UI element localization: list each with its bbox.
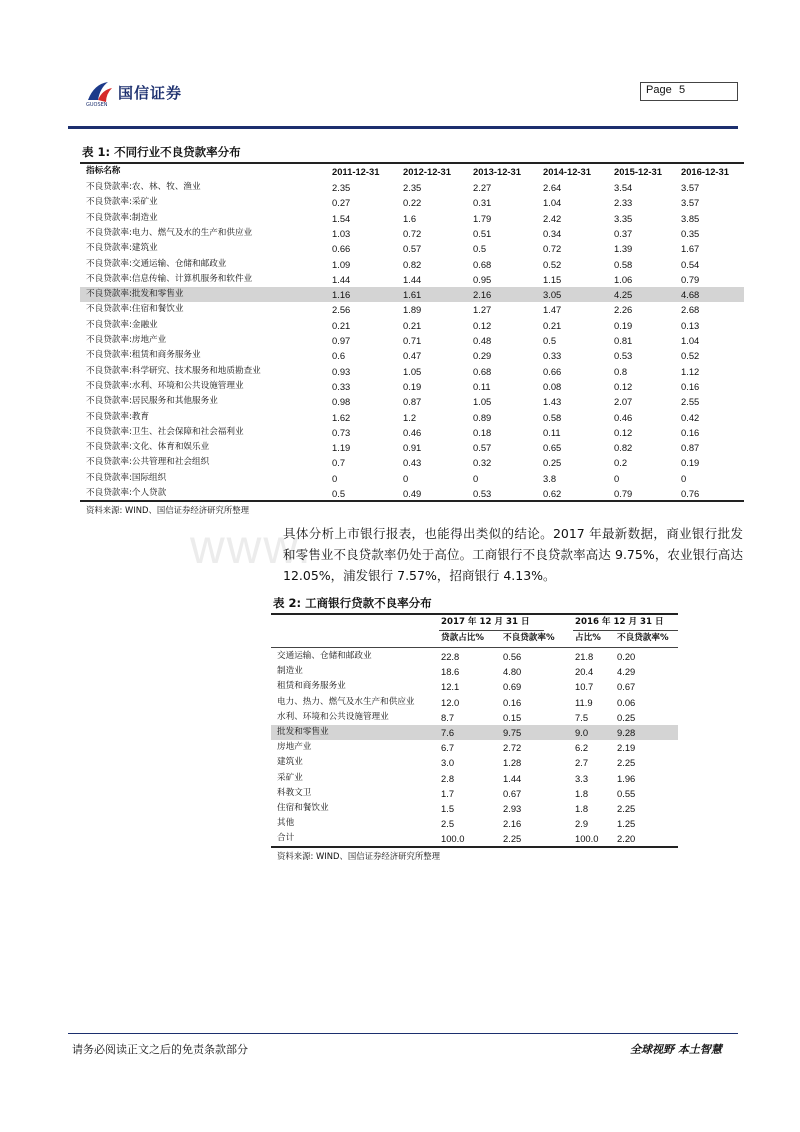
table1-row	[80, 410, 744, 425]
table2-column-header: 占比%	[575, 633, 601, 643]
table2-row-label: 其他	[277, 818, 295, 829]
table2-column-header: 不良贷款率%	[617, 633, 669, 643]
table1-cell: 0.7	[332, 457, 346, 469]
table1-cell: 0.76	[681, 488, 700, 499]
disclaimer-note: 请务必阅读正文之后的免责条款部分	[72, 1043, 248, 1056]
table1-cell: 1.89	[403, 304, 422, 316]
table2-cell: 1.5	[441, 803, 455, 814]
table1-row	[80, 486, 744, 501]
table2-header-rule	[271, 647, 678, 648]
table2-cell: 2.20	[617, 833, 636, 845]
table1-cell: 2.56	[332, 304, 351, 316]
table1-cell: 1.79	[473, 212, 492, 224]
table1-column-header: 2011-12-31	[332, 166, 380, 177]
table2-row	[271, 801, 678, 816]
table1-row	[80, 471, 744, 486]
table2-cell: 9.28	[617, 727, 636, 738]
table2-cell: 1.8	[575, 787, 589, 799]
table1-row-label: 不良贷款率:公共管理和社会组织	[86, 457, 210, 468]
table1-row	[80, 348, 744, 363]
table1-cell: 0.19	[681, 457, 700, 469]
table1-cell: 2.33	[614, 197, 633, 209]
table2-cell: 2.16	[503, 818, 522, 830]
table2-column-header: 贷款占比%	[441, 633, 484, 643]
header-divider	[68, 126, 738, 129]
table1-row-label: 不良贷款率:科学研究、技术服务和地质勘查业	[86, 365, 261, 376]
table1-row-label: 不良贷款率:个人贷款	[86, 488, 167, 498]
table1-cell: 0.82	[614, 442, 633, 454]
table1-cell: 1.43	[543, 396, 562, 408]
table1-cell: 0	[614, 472, 620, 484]
table2-cell: 10.7	[575, 681, 594, 693]
table1-cell: 0.57	[403, 243, 422, 255]
table1-cell: 0.43	[403, 457, 422, 469]
table1-cell: 0.72	[403, 227, 422, 239]
table2-row-label: 科教文卫	[277, 787, 312, 798]
table2-row	[271, 816, 678, 831]
table1-row	[80, 195, 744, 210]
table2-cell: 3.3	[575, 772, 589, 784]
table1-cell: 0.49	[403, 488, 422, 499]
table2-cell: 2.93	[503, 803, 522, 814]
table1-cell: 1.44	[403, 273, 422, 285]
table2-row-label: 交通运输、仓储和邮政业	[277, 651, 372, 661]
table2-group-2017: 2017 年 12 月 31 日	[441, 617, 530, 627]
table1-cell: 2.16	[473, 289, 492, 301]
table1-cell: 0.98	[332, 396, 351, 408]
table1-cell: 0.73	[332, 426, 351, 438]
table1-cell: 0.79	[681, 273, 700, 285]
table2-row	[271, 725, 678, 740]
table1-cell: 0.42	[681, 411, 700, 423]
table1-cell: 0.27	[332, 197, 351, 209]
table2-body	[271, 649, 678, 849]
table1-cell: 0.13	[681, 319, 700, 331]
company-slogan: 全球视野 本土智慧	[630, 1043, 722, 1056]
table2-cell: 0.25	[617, 711, 636, 723]
table1-cell: 0.21	[403, 319, 422, 331]
table1-cell: 1.04	[543, 197, 562, 209]
table2-group-2016: 2016 年 12 月 31 日	[575, 617, 664, 627]
table1-column-header: 指标名称	[86, 166, 121, 176]
table1-cell: 0.18	[473, 426, 492, 438]
watermark: www.	[190, 521, 313, 574]
table1-row	[80, 379, 744, 394]
table1-bottom-rule	[80, 500, 744, 502]
table1-cell: 0	[332, 472, 338, 484]
table2-row	[271, 786, 678, 801]
table1-row	[80, 180, 744, 195]
table2-cell: 7.5	[575, 711, 589, 723]
table2-cell: 9.75	[503, 727, 522, 738]
table2-subheader-row	[271, 631, 678, 646]
table1-cell: 0.46	[403, 426, 422, 438]
table2-row-label: 房地产业	[277, 742, 312, 753]
table2-row-label: 采矿业	[277, 772, 303, 783]
table1-column-header: 2014-12-31	[543, 166, 591, 177]
table1-cell: 0.8	[614, 365, 628, 377]
table2-cell: 1.7	[441, 787, 455, 799]
table1-cell: 0.53	[614, 350, 633, 362]
table1-cell: 0.6	[332, 350, 346, 362]
table1-cell: 0.12	[473, 319, 492, 331]
table1-row	[80, 257, 744, 272]
table1-source: 资料来源: WIND、国信证券经济研究所整理	[86, 505, 249, 515]
table1-row-label: 不良贷款率:金融业	[86, 319, 158, 330]
table1-row-label: 不良贷款率:教育	[86, 411, 150, 422]
table1-row-label: 不良贷款率:房地产业	[86, 335, 167, 345]
table2-row	[271, 695, 678, 710]
table1-cell: 0.19	[403, 380, 422, 392]
table2-cell: 0.16	[503, 696, 522, 708]
table1-row-label: 不良贷款率:信息传输、计算机服务和软件业	[86, 273, 253, 284]
table1-cell: 0.51	[473, 227, 492, 239]
table1-cell: 1.16	[332, 289, 351, 301]
table2-cell: 1.28	[503, 757, 522, 769]
table1-cell: 0.37	[614, 227, 633, 239]
table2-row	[271, 710, 678, 725]
analysis-paragraph: 具体分析上市银行报表，也能得出类似的结论。2017 年最新数据，商业银行批发和零售业不良贷款率仍处于高位。工商银行不良贷款率高达 9.75%，农业银行高达 12.05%，浦发银行 7.57%，招商银行 4.13%。	[283, 526, 743, 583]
table2-cell: 20.4	[575, 666, 594, 678]
table1-cell: 0.33	[332, 380, 351, 392]
table1-cell: 0.93	[332, 365, 351, 377]
table1-row-label: 不良贷款率:租赁和商务服务业	[86, 350, 201, 361]
table1-header-row	[80, 164, 744, 179]
table2-cell: 12.0	[441, 696, 460, 708]
table1-row	[80, 302, 744, 317]
table1-cell: 0.21	[332, 319, 351, 331]
table1-cell: 1.54	[332, 212, 351, 224]
table1-cell: 4.25	[614, 289, 633, 301]
table2-cell: 6.2	[575, 742, 589, 754]
logo-text: 国信证券	[118, 84, 183, 102]
table1-cell: 0.81	[614, 335, 633, 346]
table1-cell: 0	[681, 472, 687, 484]
table1-cell: 0.16	[681, 426, 700, 438]
table1-cell: 0.12	[614, 426, 633, 438]
table1-cell: 0.22	[403, 197, 422, 209]
table1-cell: 0.5	[543, 335, 557, 346]
table1-row	[80, 425, 744, 440]
table2-row	[271, 649, 678, 664]
table1-row	[80, 455, 744, 470]
table1-cell: 0.25	[543, 457, 562, 469]
table1-cell: 0.52	[543, 258, 562, 270]
table2-cell: 7.6	[441, 727, 455, 738]
table1-row-label: 不良贷款率:批发和零售业	[86, 289, 184, 300]
table1-cell: 0.29	[473, 350, 492, 362]
table1-cell: 0.68	[473, 258, 492, 270]
table1-cell: 1.47	[543, 304, 562, 316]
table2-cell: 2.9	[575, 818, 589, 830]
table2-title: 表 2: 工商银行贷款不良率分布	[273, 596, 432, 610]
table2-row-label: 水利、环境和公共设施管理业	[277, 711, 389, 722]
footer-divider	[68, 1033, 738, 1034]
logo-english: GUOSEN	[86, 102, 108, 108]
icbc-npl-table	[271, 592, 678, 867]
table2-cell: 0.15	[503, 711, 522, 723]
table1-row-label: 不良贷款率:水利、环境和公共设施管理业	[86, 380, 244, 391]
table1-row	[80, 272, 744, 287]
table2-cell: 4.29	[617, 666, 636, 678]
table1-cell: 0.16	[681, 380, 700, 392]
table1-cell: 1.12	[681, 365, 700, 377]
table2-row-label: 建筑业	[277, 757, 303, 768]
table2-bottom-rule	[271, 846, 678, 848]
table1-row	[80, 440, 744, 455]
table1-cell: 0.53	[473, 488, 492, 499]
industry-npl-table	[80, 141, 744, 521]
table1-cell: 2.68	[681, 304, 700, 316]
table1-cell: 0.66	[332, 243, 351, 255]
table1-cell: 3.05	[543, 289, 562, 301]
table1-cell: 0.71	[403, 335, 422, 346]
page-label: Page	[646, 84, 672, 96]
table2-cell: 1.8	[575, 803, 589, 814]
table2-cell: 0.55	[617, 787, 636, 799]
table1-cell: 1.03	[332, 227, 351, 239]
table2-cell: 0.67	[503, 787, 522, 799]
table2-row-label: 租赁和商务服务业	[277, 681, 346, 692]
table1-cell: 1.05	[403, 365, 422, 377]
table2-row-label: 制造业	[277, 666, 303, 677]
table1-row-label: 不良贷款率:文化、体育和娱乐业	[86, 442, 210, 453]
table2-cell: 0.67	[617, 681, 636, 693]
table2-row	[271, 771, 678, 786]
table1-cell: 0.5	[332, 488, 346, 499]
table1-row-label: 不良贷款率:制造业	[86, 212, 158, 223]
table1-cell: 0.46	[614, 411, 633, 423]
table2-column-header: 不良贷款率%	[503, 633, 555, 643]
table1-cell: 0.54	[681, 258, 700, 270]
table1-row-label: 不良贷款率:交通运输、仓储和邮政业	[86, 258, 227, 269]
table2-cell: 0.69	[503, 681, 522, 693]
table1-cell: 0.87	[681, 442, 700, 454]
table1-cell: 3.57	[681, 182, 700, 193]
table2-cell: 2.25	[503, 833, 522, 845]
table1-cell: 0.66	[543, 365, 562, 377]
table2-cell: 3.0	[441, 757, 455, 769]
table2-cell: 0.56	[503, 651, 522, 662]
table1-body	[80, 180, 744, 502]
table2-cell: 2.5	[441, 818, 455, 830]
table1-cell: 3.57	[681, 197, 700, 209]
table1-cell: 1.06	[614, 273, 633, 285]
table2-cell: 6.7	[441, 742, 455, 754]
table1-cell: 1.67	[681, 243, 700, 255]
table1-column-header: 2013-12-31	[473, 166, 521, 177]
table1-cell: 0	[403, 472, 409, 484]
table2-group-header-row	[271, 615, 678, 630]
table2-row	[271, 664, 678, 679]
table2-cell: 11.9	[575, 696, 593, 708]
table2-cell: 22.8	[441, 651, 460, 662]
table1-cell: 0.95	[473, 273, 492, 285]
table1-cell: 3.54	[614, 182, 633, 193]
table1-cell: 2.55	[681, 396, 700, 408]
table2-cell: 2.25	[617, 757, 636, 769]
table1-title: 表 1: 不同行业不良贷款率分布	[82, 145, 241, 159]
table1-cell: 0.19	[614, 319, 633, 331]
table1-cell: 2.35	[403, 182, 422, 193]
table1-cell: 1.39	[614, 243, 633, 255]
table1-cell: 0	[473, 472, 479, 484]
table2-row-label: 住宿和餐饮业	[277, 803, 329, 813]
table1-cell: 1.62	[332, 411, 351, 423]
table1-row	[80, 211, 744, 226]
page-number: 5	[679, 84, 686, 96]
table2-row	[271, 831, 678, 846]
table1-cell: 0.33	[543, 350, 562, 362]
table2-source: 资料来源: WIND、国信证券经济研究所整理	[277, 851, 440, 861]
table1-cell: 1.2	[403, 411, 417, 423]
table1-row	[80, 287, 744, 302]
table1-row-label: 不良贷款率:住宿和餐饮业	[86, 304, 184, 315]
company-logo	[84, 78, 204, 108]
table1-cell: 1.04	[681, 335, 700, 346]
table1-cell: 0.11	[543, 426, 561, 438]
table1-cell: 0.52	[681, 350, 700, 362]
table1-cell: 1.44	[332, 273, 351, 285]
table1-row	[80, 226, 744, 241]
table2-cell: 21.8	[575, 651, 594, 662]
table1-cell: 0.72	[543, 243, 562, 255]
table2-cell: 8.7	[441, 711, 455, 723]
table1-cell: 0.48	[473, 335, 492, 346]
table1-row-label: 不良贷款率:农、林、牧、渔业	[86, 182, 201, 192]
table1-cell: 0.11	[473, 380, 491, 392]
table1-cell: 2.42	[543, 212, 562, 224]
table2-cell: 2.72	[503, 742, 522, 754]
table1-cell: 1.61	[403, 289, 422, 301]
table1-cell: 1.15	[543, 273, 562, 285]
table1-cell: 0.91	[403, 442, 422, 454]
table2-cell: 2.25	[617, 803, 636, 814]
table2-cell: 0.20	[617, 651, 636, 662]
table2-cell: 4.80	[503, 666, 522, 678]
table1-row-label: 不良贷款率:卫生、社会保障和社会福利业	[86, 426, 244, 437]
table1-cell: 3.85	[681, 212, 700, 224]
table1-column-header: 2012-12-31	[403, 166, 451, 177]
table1-row-label: 不良贷款率:采矿业	[86, 197, 158, 208]
table1-cell: 0.58	[614, 258, 633, 270]
table1-cell: 1.27	[473, 304, 492, 316]
table1-cell: 0.5	[473, 243, 487, 255]
table1-cell: 0.62	[543, 488, 562, 499]
table1-column-header: 2016-12-31	[681, 166, 729, 177]
table1-row	[80, 333, 744, 348]
table2-row	[271, 755, 678, 770]
table1-cell: 1.6	[403, 212, 417, 224]
table1-row	[80, 394, 744, 409]
table2-cell: 2.19	[617, 742, 636, 754]
table1-cell: 0.65	[543, 442, 562, 454]
table1-row-label: 不良贷款率:电力、燃气及水的生产和供应业	[86, 227, 253, 238]
table2-cell: 0.06	[617, 696, 636, 708]
table2-row	[271, 740, 678, 755]
table1-row-label: 不良贷款率:居民服务和其他服务业	[86, 396, 218, 407]
table1-row	[80, 241, 744, 256]
table2-cell: 100.0	[441, 833, 465, 845]
table1-cell: 0.35	[681, 227, 700, 239]
table1-cell: 3.35	[614, 212, 633, 224]
table1-cell: 0.79	[614, 488, 633, 499]
table1-cell: 4.68	[681, 289, 700, 301]
table2-cell: 2.7	[575, 757, 589, 769]
table2-row-label: 电力、热力、燃气及水生产和供应业	[277, 696, 415, 707]
table1-column-header: 2015-12-31	[614, 166, 662, 177]
table1-cell: 3.8	[543, 472, 557, 484]
table1-cell: 0.31	[473, 197, 492, 209]
table1-cell: 1.05	[473, 396, 492, 408]
table1-row-label: 不良贷款率:建筑业	[86, 243, 158, 254]
table1-cell: 2.07	[614, 396, 633, 408]
table1-cell: 0.12	[614, 380, 633, 392]
table1-cell: 0.34	[543, 227, 562, 239]
page-indicator	[640, 82, 738, 101]
table1-cell: 0.47	[403, 350, 422, 362]
table2-cell: 1.96	[617, 772, 636, 784]
table1-cell: 2.64	[543, 182, 562, 193]
table1-cell: 0.32	[473, 457, 492, 469]
table1-cell: 0.57	[473, 442, 492, 454]
table1-cell: 0.89	[473, 411, 492, 423]
table1-cell: 2.35	[332, 182, 351, 193]
table2-cell: 1.44	[503, 772, 522, 784]
table1-cell: 0.82	[403, 258, 422, 270]
table1-cell: 0.68	[473, 365, 492, 377]
table2-row-label: 合计	[277, 833, 295, 844]
table1-cell: 1.19	[332, 442, 351, 454]
table1-cell: 0.2	[614, 457, 628, 469]
table1-cell: 0.87	[403, 396, 422, 408]
table1-cell: 2.26	[614, 304, 633, 316]
table1-row	[80, 318, 744, 333]
table2-row	[271, 679, 678, 694]
table2-row-label: 批发和零售业	[277, 727, 329, 737]
table1-cell: 0.08	[543, 380, 562, 392]
table2-cell: 12.1	[441, 681, 460, 693]
table1-cell: 0.97	[332, 335, 351, 346]
table2-cell: 100.0	[575, 833, 599, 845]
table1-row-label: 不良贷款率:国际组织	[86, 472, 167, 483]
table1-cell: 0.58	[543, 411, 562, 423]
table1-cell: 1.09	[332, 258, 351, 270]
table2-cell: 1.25	[617, 818, 636, 830]
table1-row	[80, 364, 744, 379]
table1-cell: 0.21	[543, 319, 562, 331]
table2-cell: 18.6	[441, 666, 460, 678]
table2-cell: 2.8	[441, 772, 455, 784]
table2-cell: 9.0	[575, 727, 589, 738]
table1-cell: 2.27	[473, 182, 492, 193]
